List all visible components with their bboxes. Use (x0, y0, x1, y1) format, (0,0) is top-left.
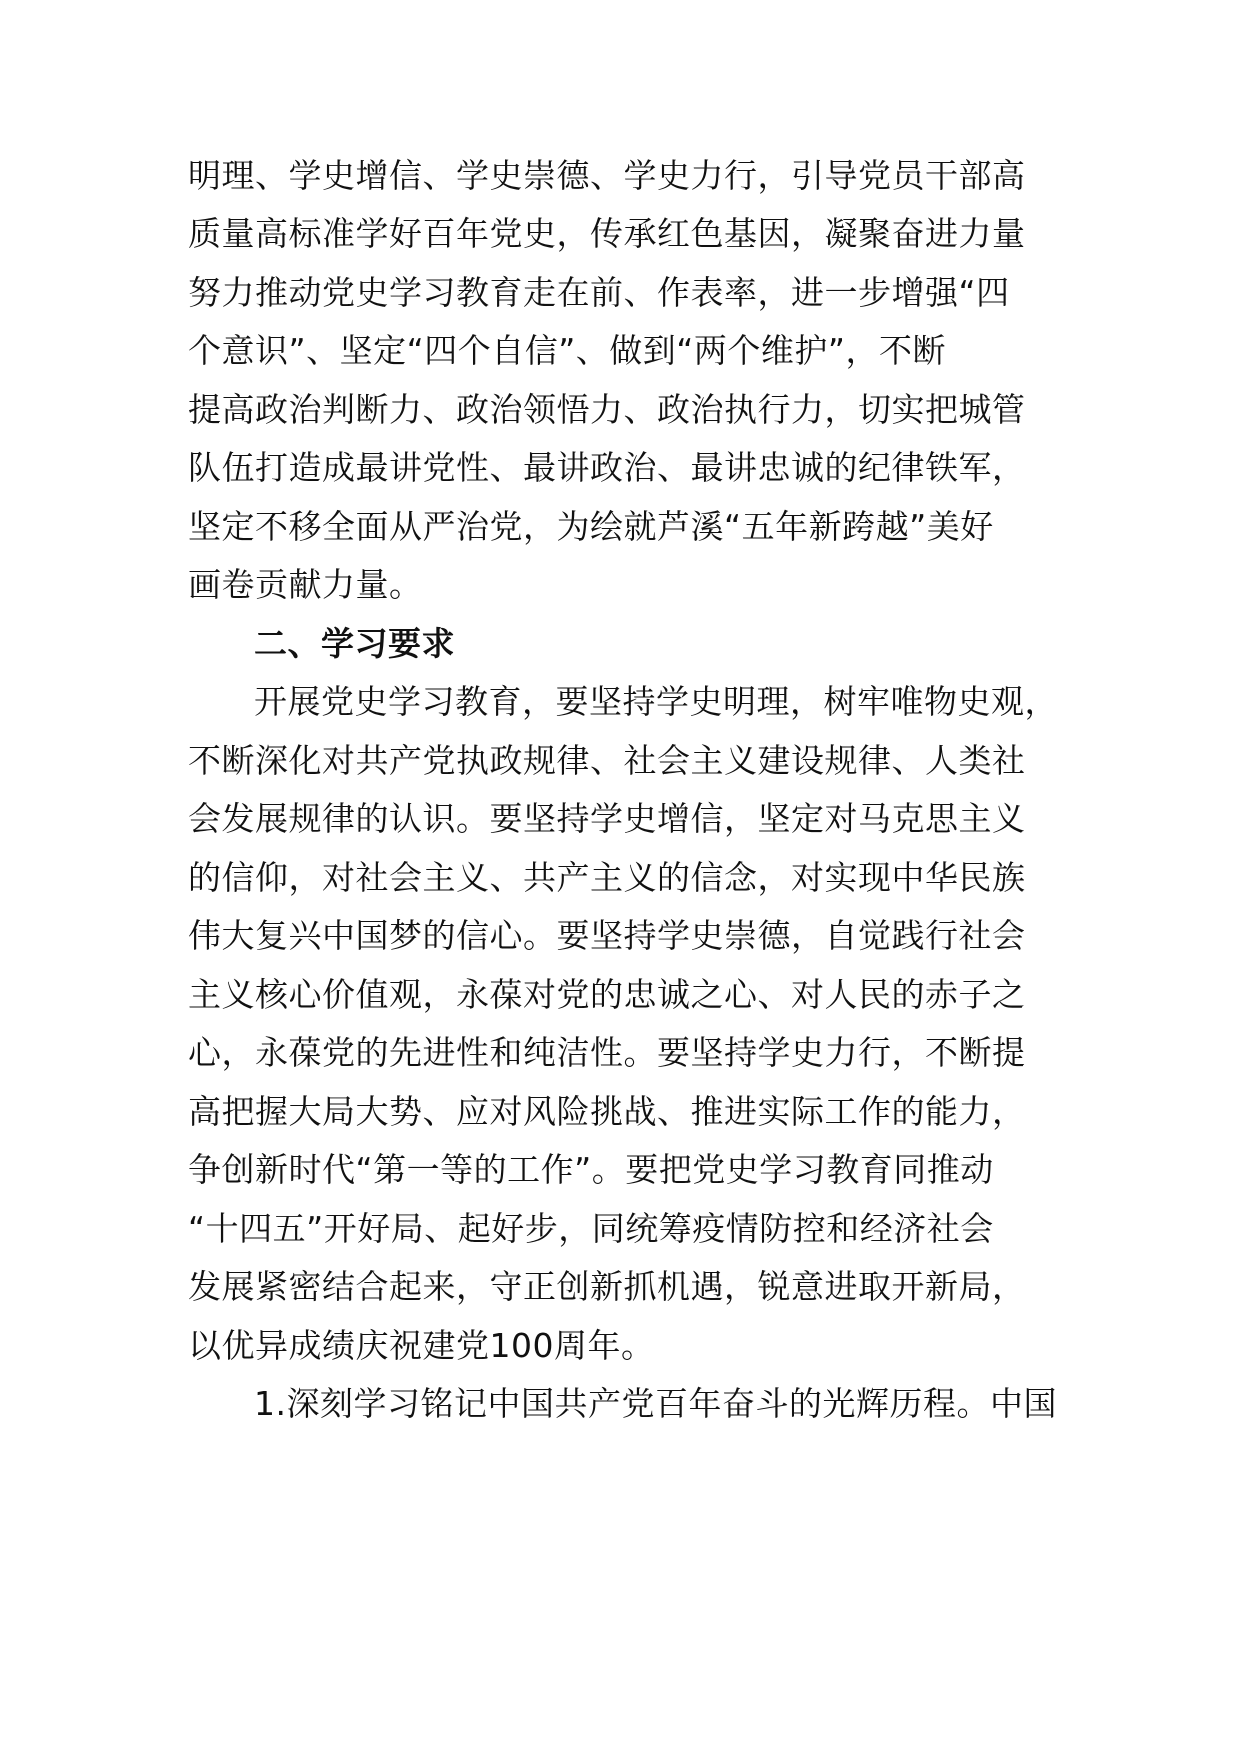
paragraph-line: 主义核心价值观，永葆对党的忠诚之心、对人民的赤子之 (188, 975, 1026, 1014)
paragraph-line: 画卷贡献力量。 (188, 565, 423, 604)
paragraph-line: 队伍打造成最讲党性、最讲政治、最讲忠诚的纪律铁军， (188, 448, 1026, 487)
paragraph-line: “十四五”开好局、起好步，同统筹疫情防控和经济社会 (188, 1209, 994, 1248)
paragraph-line: 明理、学史增信、学史崇德、学史力行，引导党员干部高 (188, 156, 1026, 195)
paragraph-line: 以优异成绩庆祝建党100周年。 (188, 1326, 655, 1365)
paragraph-line: 坚定不移全面从严治党，为绘就芦溪“五年新跨越”美好 (188, 507, 994, 546)
paragraph-line: 个意识”、坚定“四个自信”、做到“两个维护”，不断 (188, 331, 946, 370)
paragraph-line: 质量高标准学好百年党史，传承红色基因，凝聚奋进力量 (188, 214, 1026, 253)
paragraph-line: 会发展规律的认识。要坚持学史增信，坚定对马克思主义 (188, 799, 1026, 838)
paragraph-line: 努力推动党史学习教育走在前、作表率，进一步增强“四 (188, 273, 1010, 312)
paragraph-line: 提高政治判断力、政治领悟力、政治执行力，切实把城管 (188, 390, 1026, 429)
paragraph-line: 争创新时代“第一等的工作”。要把党史学习教育同推动 (188, 1150, 994, 1189)
section-heading: 二、学习要求 (254, 624, 455, 663)
numbered-item-line: 1.深刻学习铭记中国共产党百年奋斗的光辉历程。中国 (254, 1384, 1057, 1423)
paragraph-line: 高把握大局大势、应对风险挑战、推进实际工作的能力， (188, 1092, 1026, 1131)
paragraph-line: 发展紧密结合起来，守正创新抓机遇，锐意进取开新局， (188, 1267, 1026, 1306)
paragraph-line: 的信仰，对社会主义、共产主义的信念，对实现中华民族 (188, 858, 1026, 897)
paragraph-line: 开展党史学习教育，要坚持学史明理，树牢唯物史观， (254, 682, 1058, 721)
paragraph-line: 伟大复兴中国梦的信心。要坚持学史崇德，自觉践行社会 (188, 916, 1026, 955)
paragraph-line: 不断深化对共产党执政规律、社会主义建设规律、人类社 (188, 741, 1026, 780)
paragraph-line: 心，永葆党的先进性和纯洁性。要坚持学史力行，不断提 (188, 1033, 1026, 1072)
